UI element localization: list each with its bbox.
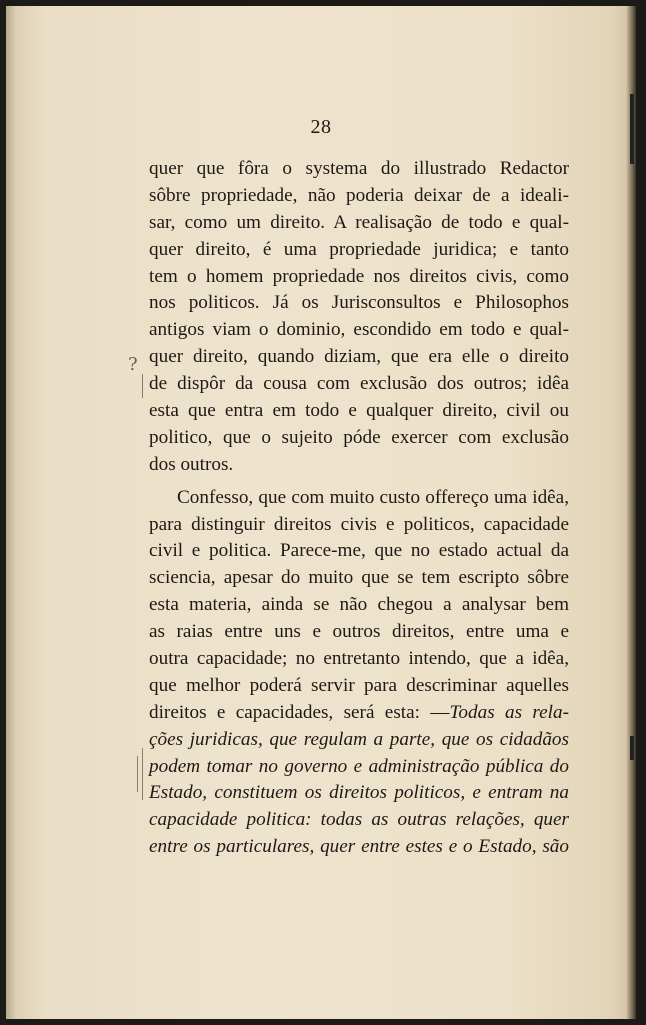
text-line: Confesso, que com muito custo offereço uma idêa,: [177, 486, 569, 508]
text-line: as raias entre uns e outros direitos, entre uma e: [149, 621, 569, 643]
margin-pencil-mark: [137, 756, 138, 792]
text-line-italic: podem tomar no governo e administração pública do: [149, 755, 569, 777]
margin-pencil-mark: [142, 748, 143, 800]
text-line: sar, como um direito. A realisação de todo e qual-: [149, 211, 569, 233]
text-line: esta que entra em todo e qualquer direito, civil ou: [149, 400, 569, 422]
text-line: sôbre propriedade, não poderia deixar de a ideali-: [149, 184, 569, 206]
text-line-italic: Estado, constituem os direitos politicos, e entram na: [149, 782, 569, 804]
page-number: 28: [310, 116, 332, 138]
text-line: tem o homem propriedade nos direitos civis, como: [149, 265, 569, 287]
text-line: de dispôr da cousa com exclusão dos outros; idêa: [149, 373, 569, 395]
text-line: quer direito, quando diziam, que era elle o direito: [149, 346, 569, 368]
text-line: esta materia, ainda se não chegou a analysar bem: [149, 594, 569, 616]
roman-text: direitos e capacidades, será esta: —: [149, 701, 450, 723]
page-edge-tab: [630, 736, 634, 760]
text-line: quer que fôra o systema do illustrado Redactor: [149, 158, 569, 179]
margin-pencil-mark: [142, 374, 143, 398]
text-line: outra capacidade; no entretanto intendo, que a idêa,: [149, 648, 569, 670]
text-line-italic: capacidade politica: todas as outras relações, quer: [149, 809, 569, 831]
text-line: nos politicos. Já os Jurisconsultos e Philosophos: [149, 292, 569, 314]
text-line: antigos viam o dominio, escondido em todo e qual-: [149, 319, 569, 341]
text-line: politico, que o sujeito póde exercer com exclusão: [149, 426, 569, 448]
text-line: civil e politica. Parece-me, que no estado actual da: [149, 540, 569, 562]
text-line: dos outros.: [149, 453, 234, 475]
text-line: quer direito, é uma propriedade juridica; e tanto: [149, 238, 569, 260]
book-page: [6, 6, 636, 1019]
margin-annotation: ?: [128, 354, 138, 375]
text-line: sciencia, apesar do muito que se tem escripto sôbre: [149, 567, 569, 589]
text-line: para distinguir direitos civis e politicos, capacidade: [149, 513, 569, 535]
text-line: que melhor poderá servir para descriminar aquelles: [149, 674, 569, 696]
text-line-italic: ções juridicas, que regulam a parte, que os cidadãos: [149, 728, 569, 750]
body-text: [149, 156, 569, 861]
text-line-mixed: [149, 700, 569, 727]
text-line-italic: entre os particulares, quer entre estes e o Estado, são: [149, 836, 569, 858]
italic-text: Todas as rela-: [449, 701, 569, 723]
